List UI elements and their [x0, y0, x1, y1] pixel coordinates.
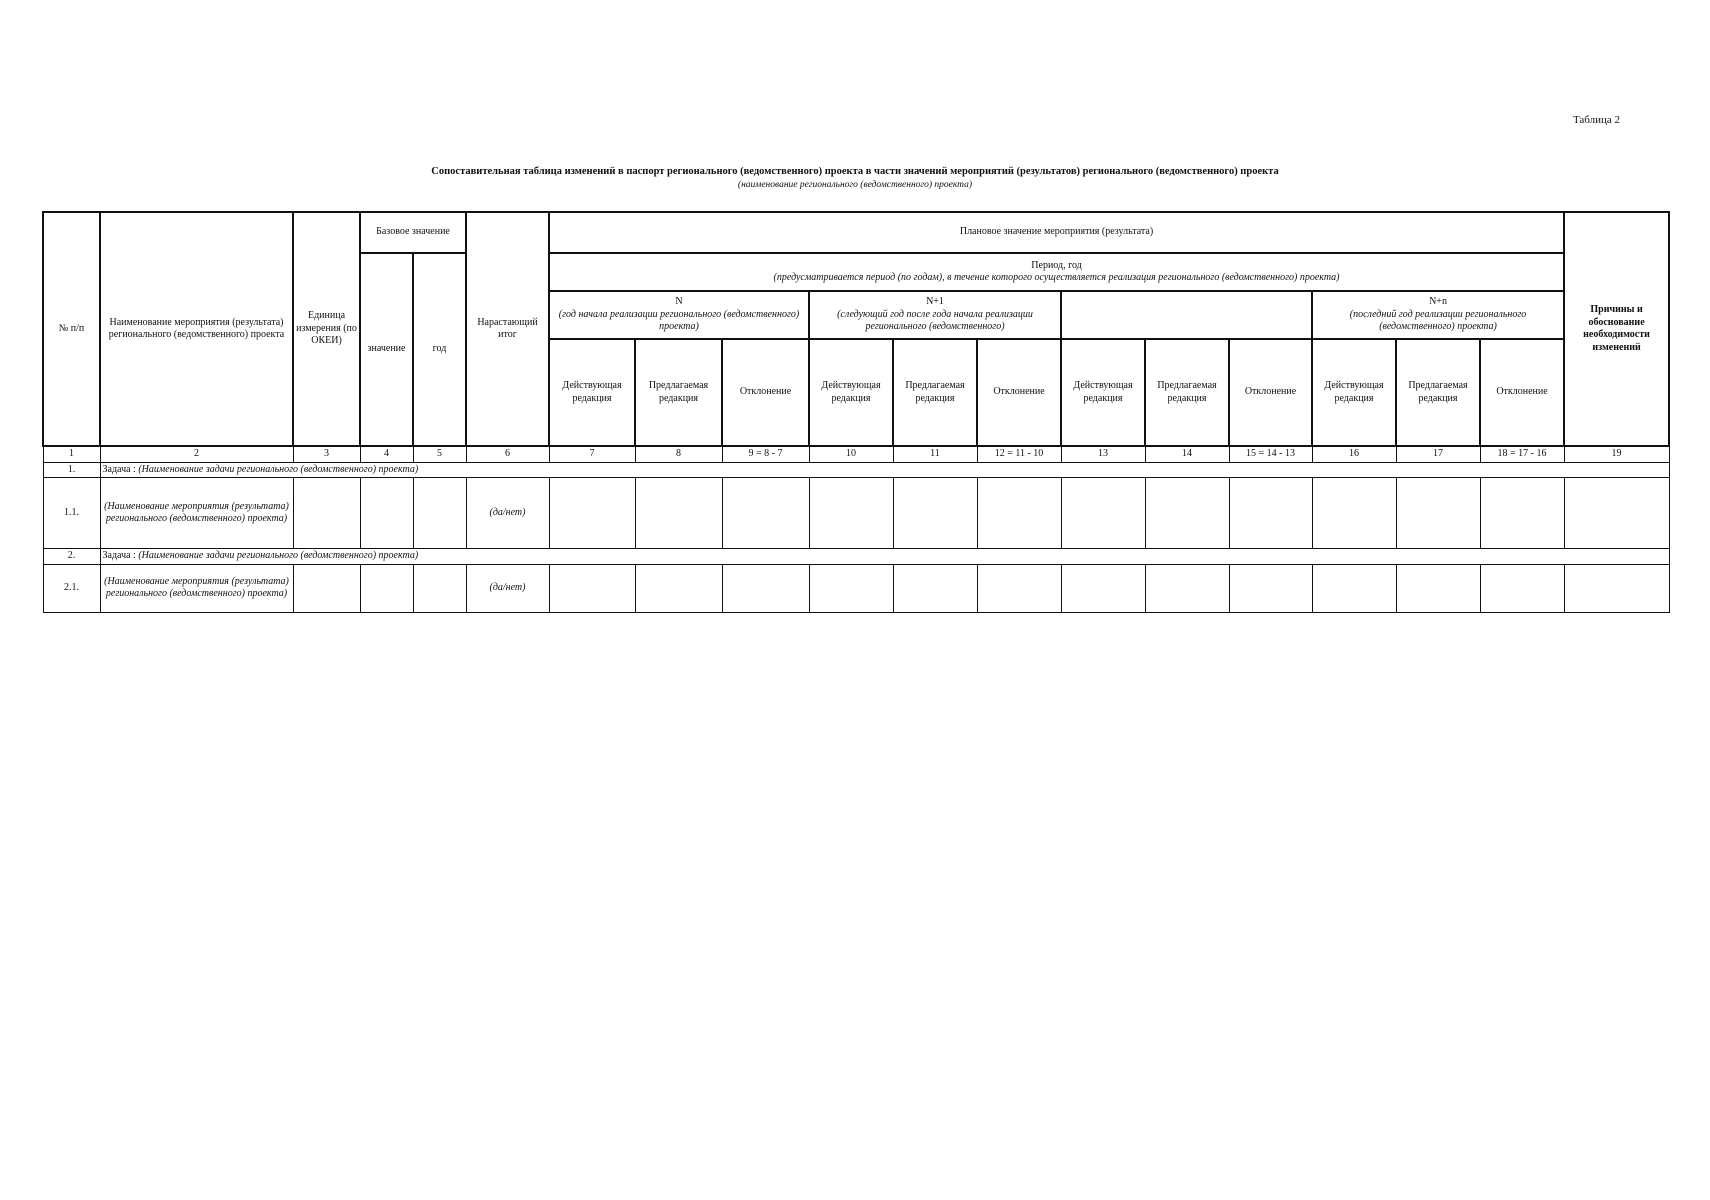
col-number: 11	[893, 446, 977, 462]
header-year-n	[549, 291, 809, 339]
document-title: Сопоставительная таблица изменений в паспорт регионального (ведомственного) проекта в части значений мероприятий (результатов) регионального (ведомственного) проекта	[431, 166, 1279, 177]
header-year-n-title: N	[675, 296, 683, 308]
header-year-n-note: (год начала реализации регионального (ведомственного) проекта)	[558, 308, 800, 333]
task-label: Задача :	[102, 463, 136, 475]
header-base-value: значение	[360, 253, 413, 446]
cell-cumulative[interactable]: (да/нет)	[466, 564, 549, 612]
header-base: Базовое значение	[360, 212, 466, 253]
header-cumulative: Нарастающий итог	[466, 212, 549, 446]
header-year-blank	[1061, 291, 1312, 339]
item-number: 1.1.	[43, 478, 100, 549]
col-number: 13	[1061, 446, 1145, 462]
item-name: (Наименование мероприятия (результата) регионального (ведомственного) проекта)	[100, 478, 293, 549]
cell-value[interactable]	[809, 478, 893, 549]
task-cell	[100, 549, 1669, 565]
cell-value[interactable]	[722, 564, 809, 612]
subcol-current: Действующая редакция	[1061, 339, 1145, 446]
header-period-note: (предусматривается период (по годам), в течение которого осуществляется реализация регионального (ведомственного) проекта)	[773, 272, 1340, 283]
cell-value[interactable]	[1312, 564, 1396, 612]
header-year-nn-title: N+n	[1429, 296, 1447, 308]
header-base-year: год	[413, 253, 466, 446]
cell-value[interactable]	[1229, 478, 1312, 549]
cell-value[interactable]	[1480, 564, 1564, 612]
cell-value[interactable]	[809, 564, 893, 612]
header-year-n1-note: (следующий год после года начала реализации регионального (ведомственного)	[837, 308, 1033, 333]
task-text: (Наименование задачи регионального (ведомственного) проекта)	[138, 463, 419, 475]
task-number: 1.	[43, 462, 100, 478]
subcol-current: Действующая редакция	[549, 339, 635, 446]
col-number: 8	[635, 446, 722, 462]
cell-value[interactable]	[1061, 564, 1145, 612]
cell-value[interactable]	[1145, 478, 1229, 549]
task-cell	[100, 462, 1669, 478]
header-year-nn	[1312, 291, 1564, 339]
header-num: № п/п	[43, 212, 100, 446]
col-number: 9 = 8 - 7	[722, 446, 809, 462]
header-reasons: Причины и обоснование необходимости изменений	[1564, 212, 1669, 446]
subcol-current: Действующая редакция	[1312, 339, 1396, 446]
cell-base-value[interactable]	[360, 478, 413, 549]
subcol-deviation: Отклонение	[1229, 339, 1312, 446]
header-period	[549, 253, 1564, 291]
cell-value[interactable]	[893, 564, 977, 612]
header-year-nn-note: (последний год реализации регионального (ведомственного) проекта)	[1349, 308, 1527, 333]
cell-unit[interactable]	[293, 564, 360, 612]
cell-cumulative[interactable]: (да/нет)	[466, 478, 549, 549]
col-number: 14	[1145, 446, 1229, 462]
col-number: 4	[360, 446, 413, 462]
subcol-deviation: Отклонение	[722, 339, 809, 446]
cell-value[interactable]	[722, 478, 809, 549]
cell-value[interactable]	[549, 478, 635, 549]
cell-base-year[interactable]	[413, 478, 466, 549]
document-subtitle: (наименование регионального (ведомственного) проекта)	[737, 180, 973, 190]
cell-value[interactable]	[977, 564, 1061, 612]
col-number: 10	[809, 446, 893, 462]
col-number: 16	[1312, 446, 1396, 462]
col-number: 3	[293, 446, 360, 462]
cell-unit[interactable]	[293, 478, 360, 549]
comparison-table	[42, 211, 1670, 613]
cell-value[interactable]	[1229, 564, 1312, 612]
col-number: 2	[100, 446, 293, 462]
cell-value[interactable]	[977, 478, 1061, 549]
item-row	[43, 478, 1669, 549]
item-row	[43, 564, 1669, 612]
header-year-n1-title: N+1	[926, 296, 944, 308]
subcol-proposed: Предлагаемая редакция	[635, 339, 722, 446]
task-text: (Наименование задачи регионального (ведомственного) проекта)	[138, 550, 419, 561]
cell-value[interactable]	[635, 478, 722, 549]
col-number: 12 = 11 - 10	[977, 446, 1061, 462]
header-year-n1	[809, 291, 1061, 339]
item-name: (Наименование мероприятия (результата) регионального (ведомственного) проекта)	[100, 564, 293, 612]
subcol-deviation: Отклонение	[977, 339, 1061, 446]
col-number: 1	[43, 446, 100, 462]
cell-value[interactable]	[549, 564, 635, 612]
cell-value[interactable]	[893, 478, 977, 549]
header-period-title: Период, год	[1031, 259, 1082, 271]
task-row	[43, 462, 1669, 478]
header-unit: Единица измерения (по ОКЕИ)	[293, 212, 360, 446]
col-number: 19	[1564, 446, 1669, 462]
cell-value[interactable]	[1480, 478, 1564, 549]
header-planned: Плановое значение мероприятия (результата)	[549, 212, 1564, 253]
col-number: 18 = 17 - 16	[1480, 446, 1564, 462]
header-name: Наименование мероприятия (результата) регионального (ведомственного) проекта	[100, 212, 293, 446]
cell-value[interactable]	[1396, 564, 1480, 612]
item-number: 2.1.	[43, 564, 100, 612]
cell-base-value[interactable]	[360, 564, 413, 612]
subcol-proposed: Предлагаемая редакция	[893, 339, 977, 446]
col-number: 5	[413, 446, 466, 462]
cell-value[interactable]	[1312, 478, 1396, 549]
table-number-label: Таблица 2	[1572, 114, 1620, 126]
subcol-proposed: Предлагаемая редакция	[1145, 339, 1229, 446]
subcol-current: Действующая редакция	[809, 339, 893, 446]
task-number: 2.	[43, 549, 100, 565]
col-number: 6	[466, 446, 549, 462]
cell-value[interactable]	[635, 564, 722, 612]
subcol-proposed: Предлагаемая редакция	[1396, 339, 1480, 446]
cell-reasons[interactable]	[1564, 478, 1669, 549]
task-row	[43, 549, 1669, 565]
cell-value[interactable]	[1145, 564, 1229, 612]
cell-base-year[interactable]	[413, 564, 466, 612]
col-number: 7	[549, 446, 635, 462]
cell-reasons[interactable]	[1564, 564, 1669, 612]
cell-value[interactable]	[1396, 478, 1480, 549]
task-label: Задача :	[102, 550, 136, 561]
col-number: 15 = 14 - 13	[1229, 446, 1312, 462]
cell-value[interactable]	[1061, 478, 1145, 549]
col-number: 17	[1396, 446, 1480, 462]
subcol-deviation: Отклонение	[1480, 339, 1564, 446]
